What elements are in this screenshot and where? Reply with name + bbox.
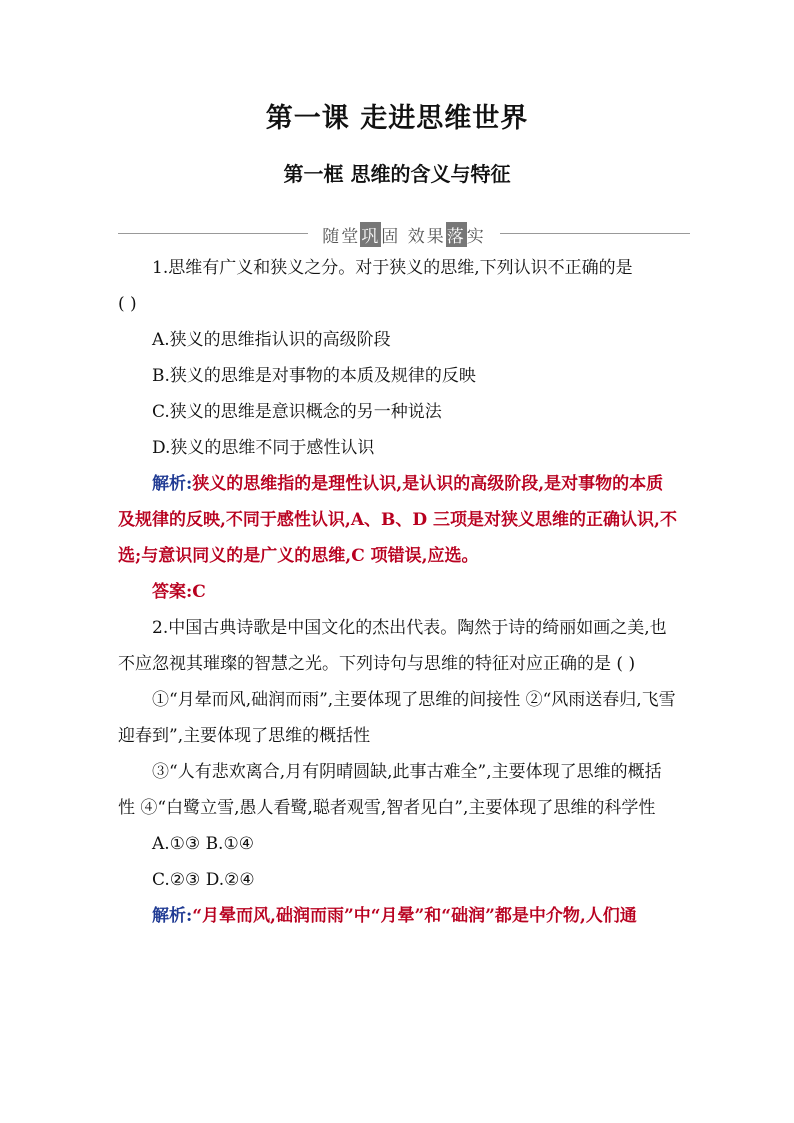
divider-box-2: 落	[446, 222, 467, 247]
q2-options-row-2: C.②③ D.②④	[152, 870, 255, 890]
lesson-title: 第一课 走进思维世界	[265, 103, 529, 134]
section-subtitle: 第一框 思维的含义与特征	[283, 162, 511, 186]
q1-option-d: D.狭义的思维不同于感性认识	[152, 438, 375, 458]
q1-analysis	[118, 466, 678, 574]
q2-analysis-label: 解析:	[152, 906, 193, 926]
q1-paren-text: ( )	[118, 294, 137, 314]
q1-option-c: C.狭义的思维是意识概念的另一种说法	[152, 402, 442, 422]
q2-analysis	[118, 898, 678, 934]
q1-analysis-label: 解析:	[152, 474, 193, 494]
question-content	[118, 250, 678, 934]
q1-answer	[118, 574, 678, 610]
q1-answer-parens	[118, 286, 678, 322]
divider-line-right	[500, 233, 690, 234]
divider-text-mid: 固 效果	[381, 227, 446, 247]
q2-options-row-1: A.①③ B.①④	[152, 834, 254, 854]
divider-label	[316, 222, 492, 247]
q1-stem-text: 1.思维有广义和狭义之分。对于狭义的思维,下列认识不正确的是	[152, 258, 633, 278]
q1-option-b: B.狭义的思维是对事物的本质及规律的反映	[152, 366, 476, 386]
q1-answer-label: 答案:	[152, 582, 193, 602]
q2-stem	[118, 610, 678, 682]
divider-text-right: 实	[466, 227, 486, 247]
q2-paren: ( )	[616, 654, 636, 674]
section-divider	[118, 222, 690, 247]
q1-answer-value: C	[192, 582, 206, 602]
divider-text-left: 随堂	[322, 227, 361, 247]
divider-line-left	[118, 233, 308, 234]
divider-box-1: 巩	[360, 222, 381, 247]
q1-analysis-text: 狭义的思维指的是理性认识,是认识的高级阶段,是对事物的本质及规律的反映,不同于感性认识,A、B、D 三项是对狭义思维的正确认识,不选;与意识同义的是广义的思维,C 项错误,应选。	[118, 474, 677, 566]
q2-items-3-4: ③“人有悲欢离合,月有阴晴圆缺,此事古难全”,主要体现了思维的概括性 ④“白鹭立雪,愚人看鹭,聪者观雪,智者见白”,主要体现了思维的科学性	[118, 762, 662, 818]
q2-items-1-2: ①“月晕而风,础润而雨”,主要体现了思维的间接性 ②“风雨送春归,飞雪迎春到”,主要体现了思维的概括性	[118, 690, 676, 746]
q2-analysis-text: “月晕而风,础润而雨”中“月晕”和“础润”都是中介物,人们通	[192, 906, 637, 926]
q1-option-a: A.狭义的思维指认识的高级阶段	[152, 330, 391, 350]
q1-stem	[118, 250, 678, 286]
q2-stem-text: 2.中国古典诗歌是中国文化的杰出代表。陶然于诗的绮丽如画之美,也不应忽视其璀璨的智慧之光。下列诗句与思维的特征对应正确的是	[118, 618, 667, 674]
